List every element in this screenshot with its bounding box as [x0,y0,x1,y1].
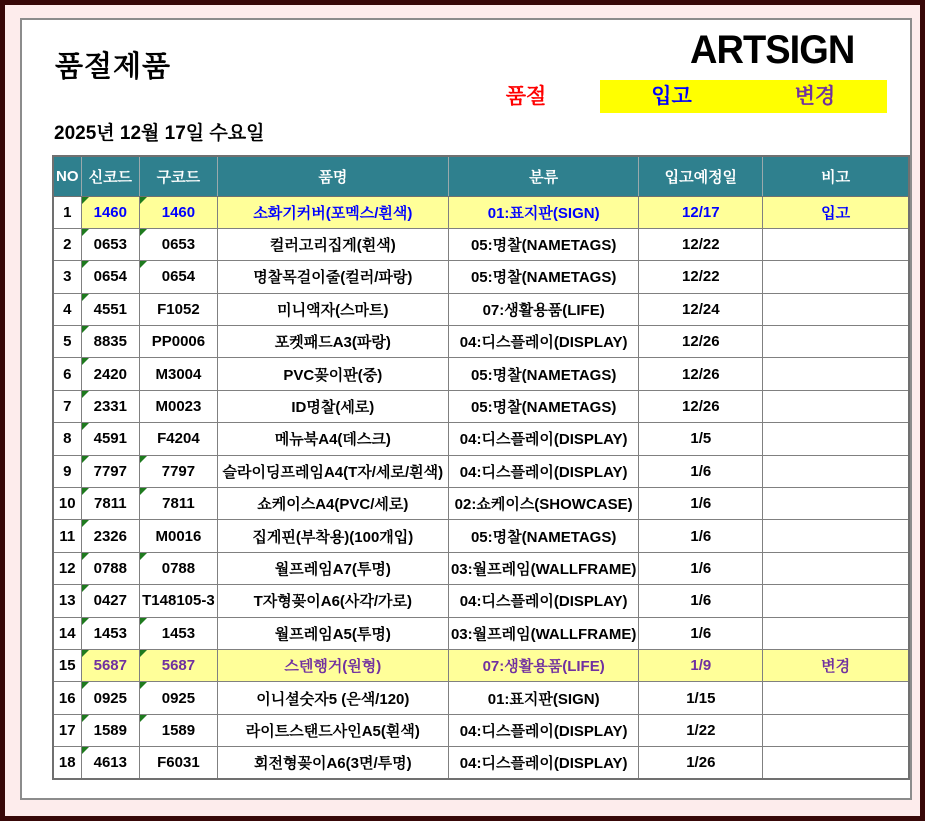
note-cell [763,617,909,649]
error-triangle-icon [140,618,147,625]
table-header [53,156,909,196]
column-header: 구코드 [140,156,218,196]
old-code-cell: 1453 [140,617,218,649]
category-cell: 04:디스플레이(DISPLAY) [448,747,638,779]
table-row [53,423,909,455]
error-triangle-icon [140,197,147,204]
due-date-cell: 12/17 [639,196,763,228]
note-cell [763,747,909,779]
new-code-cell: 0925 [81,682,140,714]
category-cell: 01:표지판(SIGN) [448,682,638,714]
category-cell: 04:디스플레이(DISPLAY) [448,326,638,358]
brand-logo: ARTSIGN [690,28,855,72]
no-cell: 13 [53,585,81,617]
note-cell [763,714,909,746]
category-cell: 07:생활용품(LIFE) [448,293,638,325]
product-name-cell: PVC꽂이판(중) [217,358,448,390]
old-code-cell: F6031 [140,747,218,779]
no-cell: 18 [53,747,81,779]
table-row [53,552,909,584]
column-header: 품명 [217,156,448,196]
old-code-cell: T148105-3 [140,585,218,617]
note-cell: 변경 [763,649,909,681]
date-heading: 2025년 12월 17일 수요일 [54,123,265,144]
no-cell: 6 [53,358,81,390]
old-code-cell: M0016 [140,520,218,552]
new-code-cell: 0653 [81,228,140,260]
due-date-cell: 1/9 [639,649,763,681]
old-code-cell: M0023 [140,390,218,422]
product-name-cell: 포켓패드A3(파랑) [217,326,448,358]
error-triangle-icon [140,229,147,236]
error-triangle-icon [82,715,89,722]
table-row [53,261,909,293]
old-code-cell: F1052 [140,293,218,325]
note-cell [763,585,909,617]
table-row [53,649,909,681]
note-cell [763,423,909,455]
category-cell: 05:명찰(NAMETAGS) [448,358,638,390]
category-cell: 04:디스플레이(DISPLAY) [448,423,638,455]
old-code-cell: 1589 [140,714,218,746]
error-triangle-icon [82,294,89,301]
product-name-cell: 집게핀(부착용)(100개입) [217,520,448,552]
error-triangle-icon [82,520,89,527]
old-code-cell: 0925 [140,682,218,714]
error-triangle-icon [82,585,89,592]
page-title: 품절제품 [55,51,172,83]
new-code-cell: 2326 [81,520,140,552]
new-code-cell: 1589 [81,714,140,746]
due-date-cell: 12/22 [639,228,763,260]
product-name-cell: 이니셜숫자5 (은색/120) [217,682,448,714]
category-cell: 07:생활용품(LIFE) [448,649,638,681]
error-triangle-icon [82,553,89,560]
category-cell: 03:월프레임(WALLFRAME) [448,617,638,649]
column-header: 비고 [763,156,909,196]
no-cell: 15 [53,649,81,681]
product-name-cell: 라이트스탠드사인A5(흰색) [217,714,448,746]
column-header: 입고예정일 [639,156,763,196]
table-row [53,682,909,714]
category-cell: 03:월프레임(WALLFRAME) [448,552,638,584]
note-cell [763,261,909,293]
error-triangle-icon [82,682,89,689]
product-name-cell: 회전형꽂이A6(3면/투명) [217,747,448,779]
note-cell [763,488,909,520]
column-header: 신코드 [81,156,140,196]
error-triangle-icon [140,682,147,689]
table-row [53,326,909,358]
new-code-cell: 4591 [81,423,140,455]
note-cell [763,358,909,390]
table-row [53,228,909,260]
old-code-cell: 7797 [140,455,218,487]
table-row [53,488,909,520]
table-row [53,358,909,390]
old-code-cell: PP0006 [140,326,218,358]
product-name-cell: 미니액자(스마트) [217,293,448,325]
due-date-cell: 12/24 [639,293,763,325]
no-cell: 10 [53,488,81,520]
error-triangle-icon [82,456,89,463]
product-name-cell: 컬러고리집게(흰색) [217,228,448,260]
new-code-cell: 7811 [81,488,140,520]
category-cell: 05:명찰(NAMETAGS) [448,390,638,422]
new-code-cell: 2331 [81,390,140,422]
new-code-cell: 1453 [81,617,140,649]
legend-item-1: 품절 [505,85,547,108]
note-cell [763,455,909,487]
new-code-cell: 8835 [81,326,140,358]
product-name-cell: T자형꽂이A6(사각/가로) [217,585,448,617]
status-legend [452,80,887,113]
new-code-cell: 0788 [81,552,140,584]
column-header: NO [53,156,81,196]
error-triangle-icon [140,456,147,463]
error-triangle-icon [140,715,147,722]
table-row [53,196,909,228]
new-code-cell: 7797 [81,455,140,487]
product-name-cell: 소화기커버(포멕스/흰색) [217,196,448,228]
due-date-cell: 1/6 [639,455,763,487]
new-code-cell: 0654 [81,261,140,293]
error-triangle-icon [82,618,89,625]
due-date-cell: 1/6 [639,520,763,552]
due-date-cell: 1/5 [639,423,763,455]
old-code-cell: 0788 [140,552,218,584]
error-triangle-icon [82,358,89,365]
error-triangle-icon [82,261,89,268]
new-code-cell: 1460 [81,196,140,228]
note-cell [763,390,909,422]
new-code-cell: 4613 [81,747,140,779]
product-name-cell: 쇼케이스A4(PVC/세로) [217,488,448,520]
error-triangle-icon [140,553,147,560]
due-date-cell: 1/15 [639,682,763,714]
due-date-cell: 1/6 [639,585,763,617]
category-cell: 05:명찰(NAMETAGS) [448,520,638,552]
product-name-cell: 월프레임A7(투명) [217,552,448,584]
old-code-cell: 1460 [140,196,218,228]
old-code-cell: F4204 [140,423,218,455]
due-date-cell: 12/22 [639,261,763,293]
note-cell [763,228,909,260]
due-date-cell: 12/26 [639,390,763,422]
product-name-cell: 명찰목걸이줄(컬러/파랑) [217,261,448,293]
table-row [53,585,909,617]
category-cell: 01:표지판(SIGN) [448,196,638,228]
no-cell: 17 [53,714,81,746]
new-code-cell: 2420 [81,358,140,390]
no-cell: 14 [53,617,81,649]
no-cell: 4 [53,293,81,325]
product-name-cell: ID명찰(세로) [217,390,448,422]
new-code-cell: 0427 [81,585,140,617]
legend-item-2: 입고 [600,80,743,113]
table-row [53,455,909,487]
category-cell: 04:디스플레이(DISPLAY) [448,585,638,617]
error-triangle-icon [82,650,89,657]
note-cell [763,293,909,325]
table-row [53,714,909,746]
error-triangle-icon [82,488,89,495]
due-date-cell: 1/26 [639,747,763,779]
error-triangle-icon [82,229,89,236]
due-date-cell: 12/26 [639,358,763,390]
old-code-cell: 0653 [140,228,218,260]
error-triangle-icon [140,261,147,268]
note-cell [763,552,909,584]
error-triangle-icon [82,391,89,398]
product-table [52,155,910,780]
category-cell: 04:디스플레이(DISPLAY) [448,455,638,487]
error-triangle-icon [82,326,89,333]
due-date-cell: 12/26 [639,326,763,358]
product-name-cell: 월프레임A5(투명) [217,617,448,649]
category-cell: 04:디스플레이(DISPLAY) [448,714,638,746]
table-row [53,747,909,779]
error-triangle-icon [82,747,89,754]
product-name-cell: 스텐행거(원형) [217,649,448,681]
error-triangle-icon [140,488,147,495]
note-cell: 입고 [763,196,909,228]
table-row [53,617,909,649]
new-code-cell: 5687 [81,649,140,681]
table-row [53,520,909,552]
no-cell: 3 [53,261,81,293]
old-code-cell: 5687 [140,649,218,681]
no-cell: 7 [53,390,81,422]
new-code-cell: 4551 [81,293,140,325]
no-cell: 9 [53,455,81,487]
no-cell: 2 [53,228,81,260]
error-triangle-icon [140,650,147,657]
category-cell: 02:쇼케이스(SHOWCASE) [448,488,638,520]
product-name-cell: 슬라이딩프레임A4(T자/세로/흰색) [217,455,448,487]
category-cell: 05:명찰(NAMETAGS) [448,261,638,293]
product-name-cell: 메뉴북A4(데스크) [217,423,448,455]
note-cell [763,520,909,552]
content-panel [20,18,912,800]
no-cell: 1 [53,196,81,228]
due-date-cell: 1/22 [639,714,763,746]
no-cell: 12 [53,552,81,584]
due-date-cell: 1/6 [639,488,763,520]
no-cell: 5 [53,326,81,358]
due-date-cell: 1/6 [639,617,763,649]
old-code-cell: 0654 [140,261,218,293]
table-row [53,390,909,422]
old-code-cell: 7811 [140,488,218,520]
note-cell [763,326,909,358]
table-row [53,293,909,325]
due-date-cell: 1/6 [639,552,763,584]
error-triangle-icon [82,423,89,430]
no-cell: 8 [53,423,81,455]
error-triangle-icon [82,197,89,204]
legend-item-3: 변경 [743,80,887,113]
category-cell: 05:명찰(NAMETAGS) [448,228,638,260]
no-cell: 11 [53,520,81,552]
note-cell [763,682,909,714]
old-code-cell: M3004 [140,358,218,390]
no-cell: 16 [53,682,81,714]
column-header: 분류 [448,156,638,196]
